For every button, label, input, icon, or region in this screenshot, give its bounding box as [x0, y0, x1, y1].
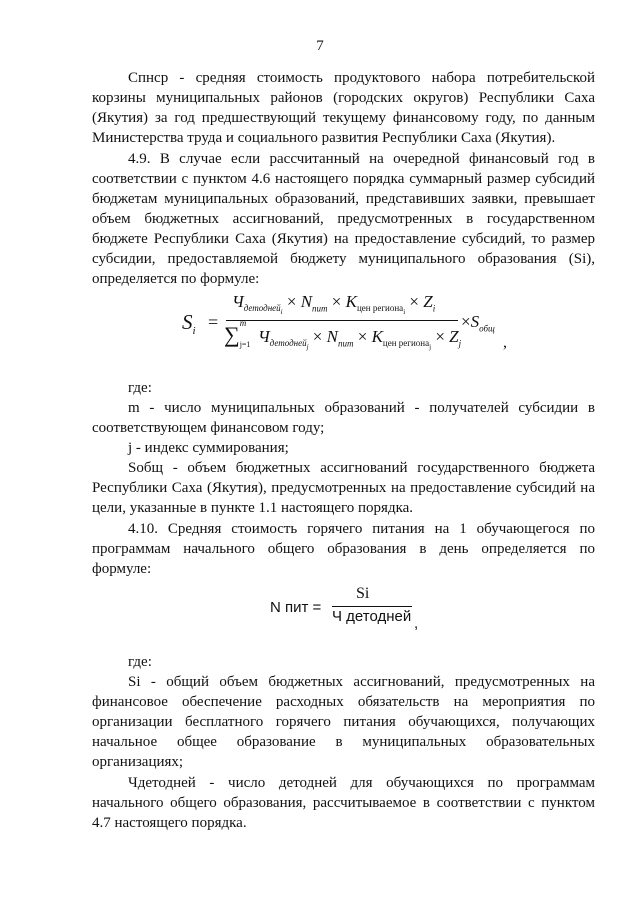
text-line: 4.7 настоящего порядка.: [92, 815, 247, 831]
text-line: цели, указанные в пункте 1.1 настоящего порядка.: [92, 500, 414, 516]
text-line: (Якутия) за год предшествующий текущему финансовому году, по данным: [92, 110, 595, 126]
text-line: Республики Саха (Якутия), предусмотренных на предоставление субсидий на: [92, 480, 595, 496]
formula-si: $S_i$ = $Ч_{детодней_i} \times N_{пит} \times K_{цен региона_i} \times Z_i$ ∑ m j=1 $Ч_{детодней_j} \times N_{пит} \times K_{цен региона_j} \times Z_j$ $\times S_{общ}$ ,: [182, 292, 507, 352]
text-line: начальное общее образование в муниципальных образовательных: [92, 734, 595, 750]
text-line: программам начального общего образования в день определяется по: [92, 541, 595, 557]
text-line: Sобщ - объем бюджетных ассигнований государственного бюджета: [128, 460, 595, 476]
text-line: j - индекс суммирования;: [128, 440, 289, 456]
text-line: корзины муниципальных районов (городских округов) Республики Саха: [92, 90, 595, 106]
text-line: 4.10. Средняя стоимость горячего питания на 1 обучающегося по: [128, 521, 595, 537]
page-number: 7: [316, 38, 324, 54]
text-line: бюджете Республики Саха (Якутия) на предоставление субсидий, то размер: [92, 231, 595, 247]
text-line: 4.9. В случае если рассчитанный на очередной финансовый год в: [128, 151, 595, 167]
text-line: где:: [128, 654, 152, 670]
formula-n-pit: N пит = Si Ч детодней ,: [270, 585, 419, 632]
fraction-bar: [226, 320, 458, 321]
text-line: финансовое обеспечение расходных обязательств на мероприятия по: [92, 694, 595, 710]
text-line: Министерства труда и социального развития Республики Саха (Якутия).: [92, 130, 556, 146]
text-line: m - число муниципальных образований - получателей субсидии в: [128, 400, 595, 416]
text-line: соответствии с пунктом 4.6 настоящего порядка суммарный размер субсидий: [92, 171, 595, 187]
text-line: соответствующем финансовом году;: [92, 420, 325, 436]
text-line: определяется по формуле:: [92, 271, 260, 287]
text-line: организации бесплатного горячего питания обучающихся, получающих: [92, 714, 595, 730]
text-line: Чдетодней - число детодней для обучающихся по программам: [128, 775, 595, 791]
text-line: Si - общий объем бюджетных ассигнований, предусмотренных на: [128, 674, 595, 690]
text-line: где:: [128, 380, 152, 396]
text-line: формуле:: [92, 561, 152, 577]
text-line: начального общего образования, рассчитываемое в соответствии с пунктом: [92, 795, 595, 811]
text-line: Спнср - средняя стоимость продуктового набора потребительской: [128, 70, 595, 86]
text-line: субсидии, предоставляемой бюджету муниципального образования (Si),: [92, 251, 595, 267]
text-line: объем бюджетных ассигнований, предусмотренных в государственном: [92, 211, 595, 227]
text-line: организациях;: [92, 754, 184, 770]
text-line: бюджетам муниципальных образований, представивших заявки, превышает: [92, 191, 595, 207]
fraction-bar: [332, 606, 412, 607]
